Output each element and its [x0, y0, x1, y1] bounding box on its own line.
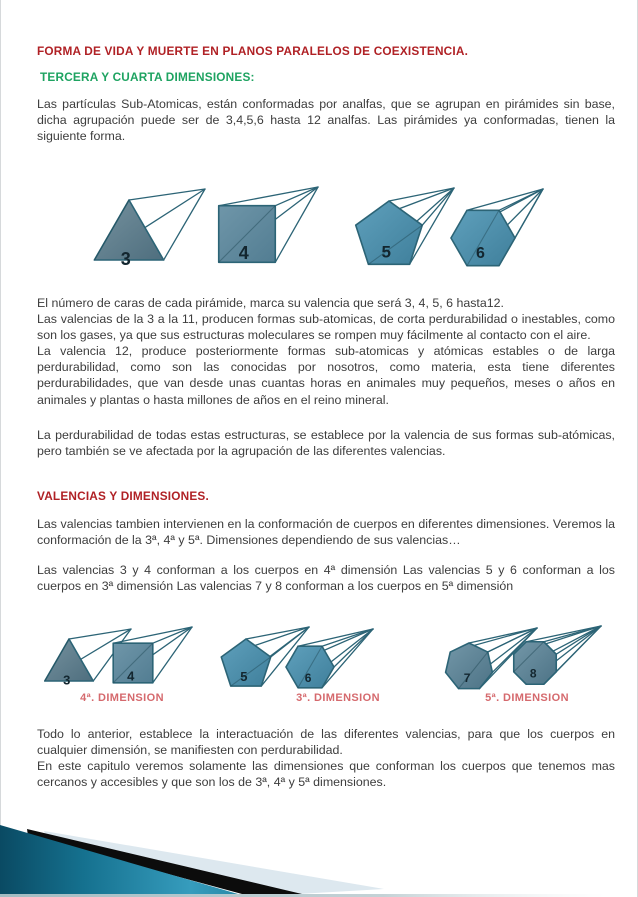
paragraph-text: La valencia 12, produce posteriormente formas sub-atomicas y atómicas estables o de larga perdurabilidad, como son las conocidas por nosotros, como materia, esta tiene diferentes perdurabilidades, que van desde unas cuantas horas en animales muy pequeños, meses o años en animales y plantas o hasta millones de años en el reino mineral.	[37, 344, 615, 407]
pyramids-diagram-row-1	[0, 178, 638, 283]
pyramids-diagram-row-2	[0, 615, 638, 715]
svg-text:6: 6	[304, 670, 312, 685]
pyramid-shape-4	[203, 178, 323, 278]
pyramid-shape-6	[447, 180, 547, 278]
pyramid-shape-8-small	[508, 621, 604, 693]
dimension-label-5a: 5ª. DIMENSION	[485, 692, 569, 704]
pyramid-shape-3	[86, 180, 210, 280]
paragraph-text: Todo lo anterior, establece la interactuación de las diferentes valencias, para que los cuerpos en cualquier dimensión, se manifiesten con perdurabilidad.	[37, 727, 615, 758]
pyramid-shape-4-small	[102, 621, 196, 695]
paragraph-text: Las valencias de la 3 a la 11, producen formas sub-atomicas, de corta perdurabilidad o inestables, como son los gases, ya que sus estructuras moleculares se rompen muy fácilmente al contacto con el aire.	[37, 312, 615, 343]
svg-text:5: 5	[240, 669, 248, 685]
paragraph-closing	[37, 726, 615, 790]
paragraph-perdurabilidad	[37, 427, 615, 459]
svg-text:7: 7	[463, 670, 471, 685]
svg-text:5: 5	[381, 242, 391, 262]
paragraph-text: El número de caras de cada pirámide, marca su valencia que será 3, 4, 5, 6 hasta12.	[37, 296, 504, 310]
section-heading-valencias-dimensiones: VALENCIAS Y DIMENSIONES.	[37, 489, 209, 503]
paragraph-valencias-conforman	[37, 562, 615, 594]
paragraph-intro	[37, 96, 615, 144]
svg-text:4: 4	[238, 242, 249, 263]
svg-text:3: 3	[120, 248, 131, 269]
paragraph-dimensiones-intro	[37, 516, 615, 548]
paragraph-valencias	[37, 295, 615, 408]
svg-text:3: 3	[63, 672, 71, 688]
pyramid-shape-5	[350, 178, 458, 278]
paragraph-text: La perdurabilidad de todas estas estructuras, se establece por la valencia de sus formas sub-atómicas, pero también se ve afectada por la agrupación de las diferentes valencias.	[37, 428, 615, 459]
paragraph-text: Las partículas Sub-Atomicas, están conformadas por analfas, que se agrupan en pirámides sin base, dicha agrupación puede ser de 3,4,5,6 hasta 12 analfas. Las pirámides ya conformadas, tienen la siguiente forma.	[37, 97, 615, 144]
pyramid-shape-6-small	[282, 623, 376, 695]
svg-text:4: 4	[127, 668, 135, 684]
svg-text:6: 6	[475, 244, 485, 262]
dimension-label-4a: 4ª. DIMENSION	[80, 692, 164, 704]
paragraph-text: Las valencias 3 y 4 conforman a los cuerpos en 4ª dimensión Las valencias 5 y 6 conforman a los cuerpos en 3ª dimensión Las valencias 7 y 8 conforman a los cuerpos en 5ª dimensión	[37, 563, 615, 594]
page-title: FORMA DE VIDA Y MUERTE EN PLANOS PARALELOS DE COEXISTENCIA.	[37, 44, 469, 58]
dimension-label-3a: 3ª. DIMENSION	[296, 692, 380, 704]
section-subtitle: TERCERA Y CUARTA DIMENSIONES:	[40, 70, 255, 84]
svg-text:8: 8	[529, 666, 537, 681]
footer-swoosh-graphic	[0, 811, 638, 897]
paragraph-text: Las valencias tambien intervienen en la conformación de cuerpos en diferentes dimensiones. Veremos la conformación de la 3ª, 4ª y 5ª. Dimensiones dependiendo de sus valencias…	[37, 517, 615, 548]
paragraph-text: En este capitulo veremos solamente las dimensiones que conforman los cuerpos que tenemos mas cercanos y accesibles y que son los de 3ª, 4ª y 5ª dimensiones.	[37, 759, 615, 790]
